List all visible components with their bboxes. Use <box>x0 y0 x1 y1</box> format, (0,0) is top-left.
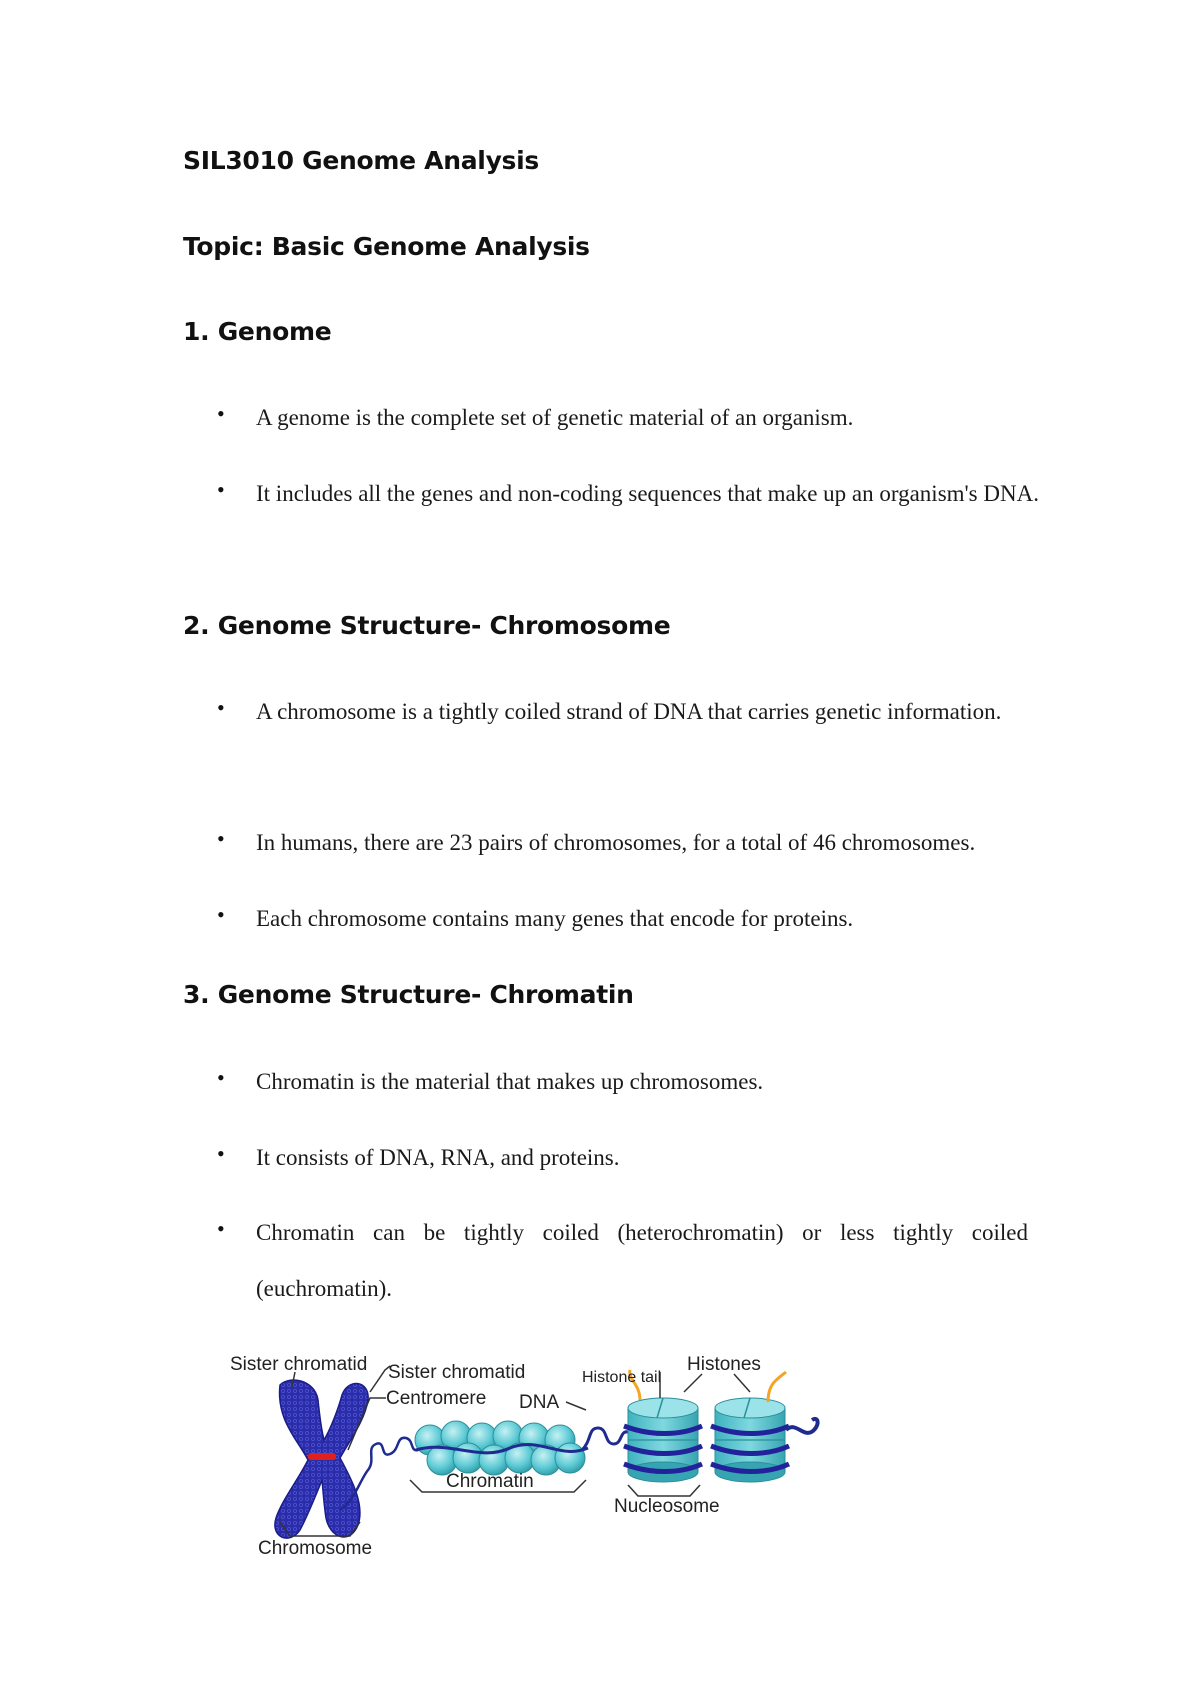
section-heading-genome: 1. Genome <box>183 317 332 346</box>
bullet-marker: • <box>217 826 225 851</box>
bullet-text: A chromosome is a tightly coiled strand of DNA that carries genetic information. <box>256 699 1002 724</box>
nucleosome-2 <box>711 1398 789 1482</box>
label-histones: Histones <box>687 1354 761 1375</box>
chromatin-beads <box>415 1421 588 1475</box>
topic-heading: Topic: Basic Genome Analysis <box>183 232 590 261</box>
label-dna: DNA <box>519 1392 560 1413</box>
label-centromere: Centromere <box>386 1388 487 1409</box>
bullet-marker: • <box>217 1216 225 1241</box>
bullet-marker: • <box>217 1065 225 1090</box>
bullet-marker: • <box>217 695 225 720</box>
dna-tail <box>786 1419 818 1433</box>
dna-linker <box>582 1428 628 1450</box>
section-heading-chromatin: 3. Genome Structure- Chromatin <box>183 980 634 1009</box>
centromere-mark <box>308 1453 336 1460</box>
section-heading-chromosome: 2. Genome Structure- Chromosome <box>183 611 671 640</box>
chromosome-shape <box>275 1380 368 1538</box>
label-chromatin: Chromatin <box>446 1471 534 1492</box>
bullet-text: Chromatin is the material that makes up chromosomes. <box>256 1069 764 1094</box>
bullet-text: A genome is the complete set of genetic material of an organism. <box>256 405 854 430</box>
label-nucleosome: Nucleosome <box>614 1496 720 1517</box>
bullet-marker: • <box>217 477 225 502</box>
bullet-marker: • <box>217 1141 225 1166</box>
label-sister-chromatid-right: Sister chromatid <box>388 1362 526 1383</box>
bullet-text: It consists of DNA, RNA, and proteins. <box>256 1145 620 1170</box>
label-chromosome: Chromosome <box>258 1538 373 1559</box>
nucleosome-1 <box>624 1398 702 1482</box>
bullet-text: It includes all the genes and non-coding sequences that make up an organism's DNA. <box>256 481 1039 506</box>
bullet-marker: • <box>217 401 225 426</box>
bullet-marker: • <box>217 902 225 927</box>
histone-tail-2 <box>768 1372 786 1402</box>
chromatin-structure-figure <box>220 1340 920 1570</box>
dna-strand <box>340 1438 418 1510</box>
chromatin-structure-diagram <box>220 1340 920 1570</box>
bullet-text: Chromatin can be tightly coiled (heterochromatin) or less tightly coiled (euchromatin). <box>256 1220 1028 1301</box>
label-histone-tail: Histone tail <box>582 1369 662 1386</box>
label-sister-chromatid-left: Sister chromatid <box>230 1354 368 1375</box>
document-title: SIL3010 Genome Analysis <box>183 146 539 175</box>
bullet-text: In humans, there are 23 pairs of chromosomes, for a total of 46 chromosomes. <box>256 830 976 855</box>
bullet-text: Each chromosome contains many genes that encode for proteins. <box>256 906 854 931</box>
